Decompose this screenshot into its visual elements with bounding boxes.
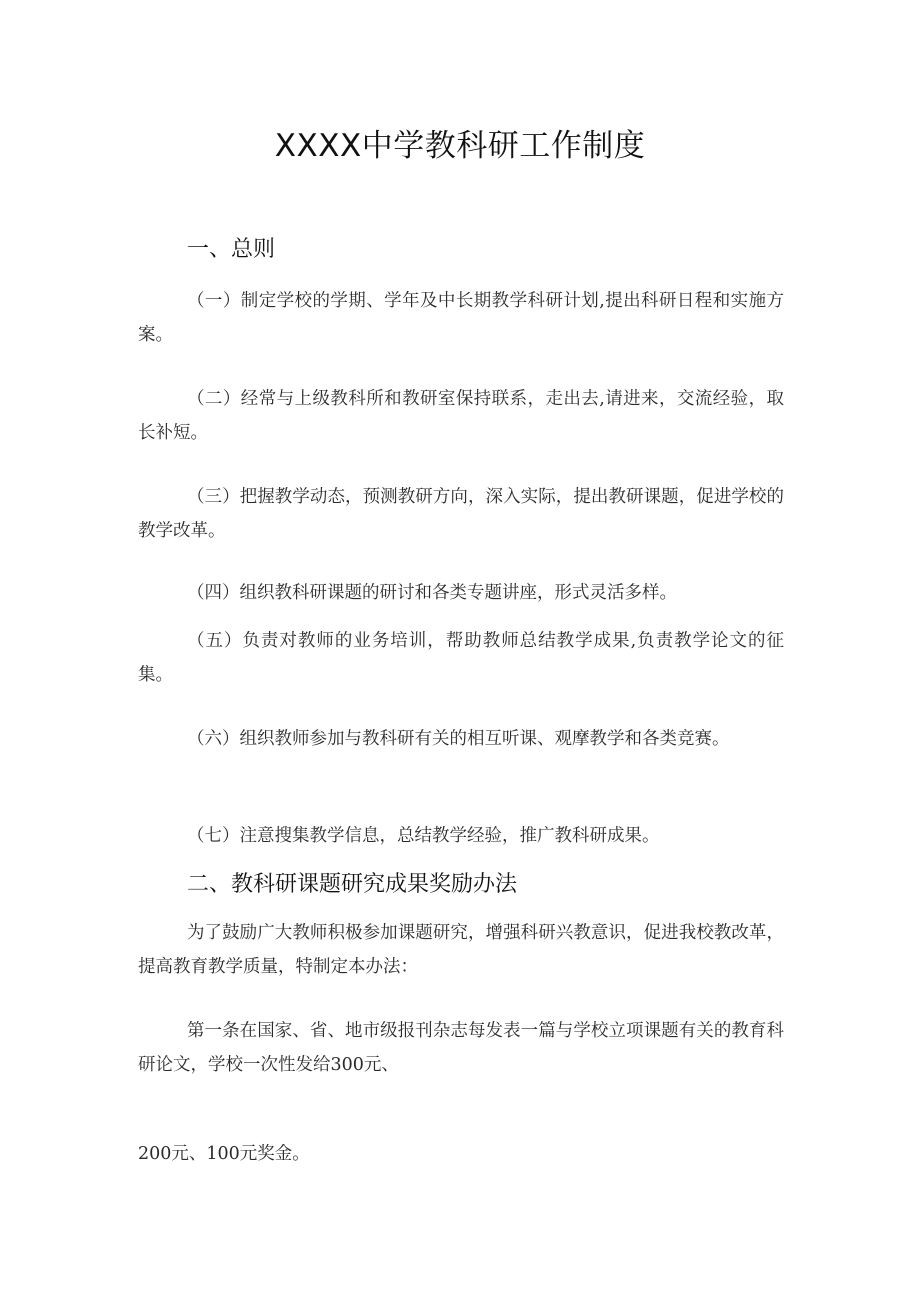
- paragraph-article-1: 第一条在国家、省、地市级报刊杂志每发表一篇与学校立项课题有关的教育科研论文，学校一次性发给300元、: [138, 1021, 784, 1075]
- paragraph-item-6: （六）组织教师参加与教科研有关的相互听课、观摩教学和各类竞赛。: [187, 729, 730, 749]
- paragraph-item-7: （七）注意搜集教学信息，总结教学经验，推广教科研成果。: [187, 826, 660, 846]
- paragraph-intro: 为了鼓励广大教师积极参加课题研究，增强科研兴教意识，促进我校教改革，提高教育教学质量，特制定本办法：: [138, 923, 784, 977]
- section-heading-awards: 二、教科研课题研究成果奖励办法: [187, 872, 518, 897]
- paragraph-item-5: （五）负责对教师的业务培训，帮助教师总结教学成果,负责教学论文的征集。: [138, 631, 784, 685]
- section-heading-general: 一、总则: [187, 237, 276, 262]
- document-title: XXXX中学教科研工作制度: [274, 128, 646, 164]
- paragraph-item-3: （三）把握教学动态，预测教研方向，深入实际，提出教研课题，促进学校的教学改革。: [138, 487, 784, 541]
- paragraph-article-1-continuation: 200元、100元奖金。: [138, 1144, 310, 1164]
- paragraph-item-2: （二）经常与上级教科所和教研室保持联系，走出去,请进来，交流经验，取长补短。: [138, 389, 784, 443]
- paragraph-item-1: （一）制定学校的学期、学年及中长期教学科研计划,提出科研日程和实施方案。: [138, 291, 784, 345]
- paragraph-item-4: （四）组织教科研课题的研讨和各类专题讲座，形式灵活多样。: [187, 583, 677, 603]
